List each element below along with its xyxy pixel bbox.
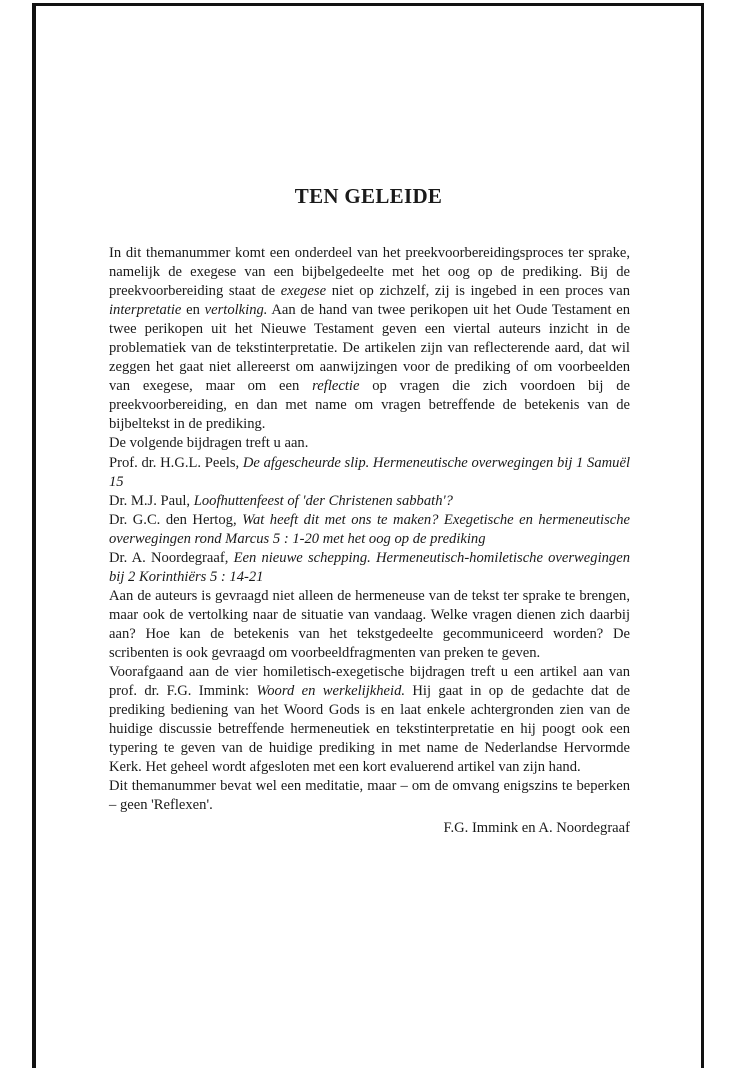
contribution-title: Wat heeft dit met ons te maken? Exegetische en hermeneutische overwegingen rond Marcus 5 : 1-20 met het oog op de prediking — [109, 511, 630, 547]
contribution-title: Een nieuwe schepping. Hermeneutisch-homiletische overwegingen bij 2 Korinthiërs 5 : 14-21 — [109, 549, 630, 585]
preface-paragraph: Voorafgaand aan de vier homiletisch-exegetische bijdragen treft u een artikel aan van prof. dr. F.G. Immink: Woord en werkelijkheid. Hij gaat in op de gedachte dat de prediking bediening van het Woord Gods is en laat enkele achtergronden zien van de huidige discussie betreffende hermeneutiek en tekstinterpretatie en hij poogt ook een typering te geven van de huidige prediking in met name de Nederlandse Hervormde Kerk. Het geheel wordt afgesloten met een kort evaluerend artikel van zijn hand. — [109, 664, 630, 776]
closing-paragraph: Dit themanummer bevat wel een meditatie, maar – om de omvang enigszins te beperken – geen 'Reflexen'. — [109, 778, 630, 814]
signature: F.G. Immink en A. Noordegraaf — [443, 820, 630, 837]
body-text — [109, 244, 630, 838]
contribution-author: Dr. A. Noordegraaf, — [109, 549, 234, 566]
contribution-author: Dr. M.J. Paul, — [109, 492, 194, 509]
contribution-item — [109, 454, 630, 492]
page-title: TEN GELEIDE — [294, 184, 443, 208]
page-border-top — [34, 3, 704, 6]
page-border-left — [32, 3, 36, 1068]
authors-paragraph: Aan de auteurs is gevraagd niet alleen de hermeneuse van de tekst ter sprake te brengen, maar ook de vertolking naar de situatie van vandaag. Welke vragen dienen zich daarbij aan? Hoe kan de betekenis van het tekstgedeelte gecommuniceerd worden? De scribenten is ook gevraagd om voorbeeldfragmenten van preken te geven. — [109, 587, 630, 661]
page-border-right — [701, 3, 704, 1068]
contribution-item — [109, 511, 630, 549]
contribution-author: Prof. dr. H.G.L. Peels, — [109, 454, 243, 471]
contribution-item — [109, 549, 630, 587]
contributions-lead-in: De volgende bijdragen treft u aan. — [109, 435, 309, 452]
contribution-item — [109, 492, 630, 511]
intro-paragraph: In dit themanummer komt een onderdeel van het preekvoorbereidingsproces ter sprake, namelijk de exegese van een bijbelgedeelte met het oog op de prediking. Bij de preekvoorbereiding staat de exegese niet op zichzelf, zij is ingebed in een proces van interpretatie en vertolking. Aan de hand van twee perikopen uit het Oude Testament en twee perikopen uit het Nieuwe Testament geven een viertal auteurs inzicht in de problematiek van de tekstinterpretatie. De artikelen zijn van reflecterende aard, dat wil zeggen het gaat niet allereerst om aanwijzingen voor de prediking of om voorbeelden van exegese, maar om een reflectie op vragen die zich voordoen bij de preekvoorbereiding, en dan met name om vragen betreffende de betekenis van de bijbeltekst in de prediking. — [109, 245, 630, 433]
contribution-author: Dr. G.C. den Hertog, — [109, 511, 243, 528]
contribution-title: Loofhuttenfeest of 'der Christenen sabbath'? — [193, 492, 453, 509]
contribution-title: De afgescheurde slip. Hermeneutische overwegingen bij 1 Samuël 15 — [109, 454, 630, 490]
